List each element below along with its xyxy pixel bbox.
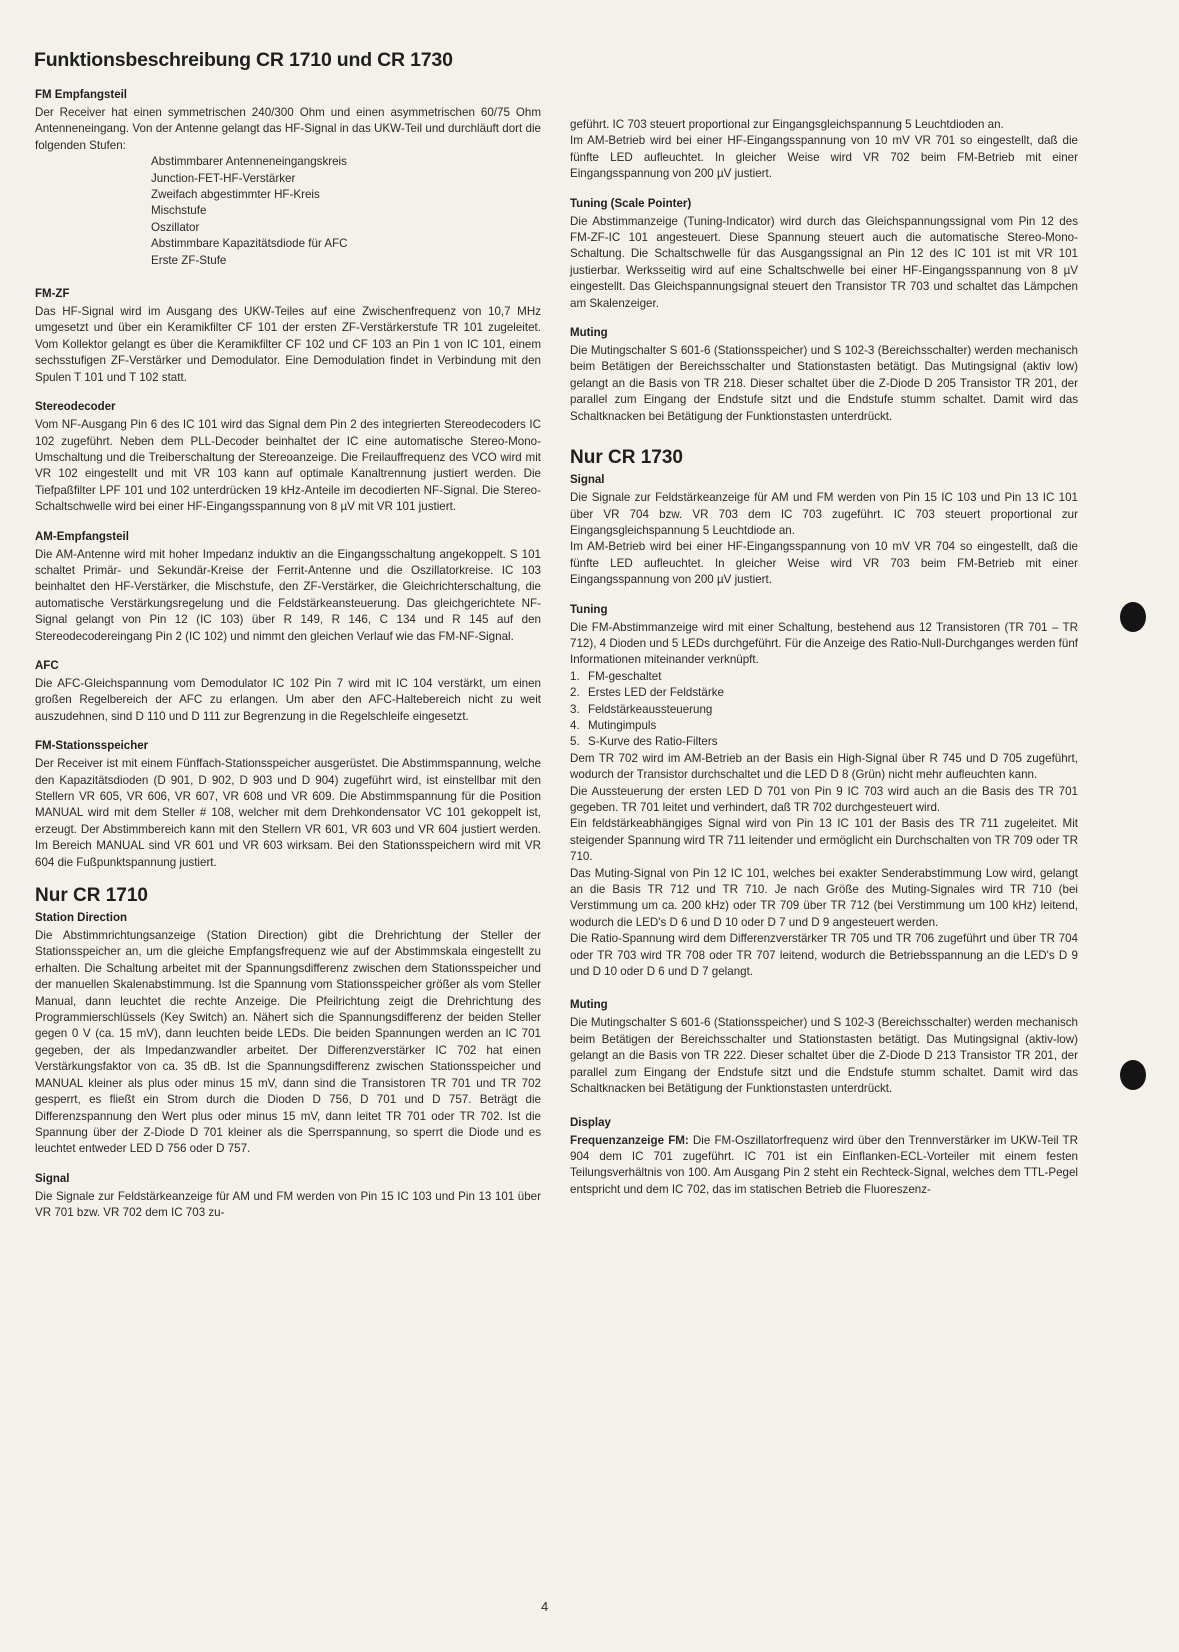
paragraph: Der Receiver ist mit einem Fünffach-Stationsspeicher ausgerüstet. Die Abstimmspannung, welche den Kapazitätsdioden (D 901, D 902, D 903 und D 904) zugeführt wird, ist einstellbar mit den Stellern VR 605, VR 606, VR 607, VR 608 und VR 609. Die Abstimmspannung für die Position MANUAL wird mit dem Steller # 108, welcher mit dem Drehkondensator VC 101 gekoppelt ist, erzeugt. Der Abstimmbereich kann mit den Stellern VR 601, VR 603 und VR 604 justiert werden. Im Bereich MANUAL sind VR 601 und VR 603 wirksam. Bei den Stationsspeichern wird mit VR 604 die Fußpunktspannung justiert.: [35, 757, 541, 869]
paragraph: Frequenzanzeige FM: Die FM-Oszillatorfrequenz wird über den Trennverstärker im UKW-Teil TR 904 dem IC 701 zugeführt. IC 701 ist ein Einflanken-ECL-Vorteiler mit einem festen Teilungsverhältnis von 100. Am Ausgang Pin 2 steht ein Rechteck-Signal, welches dem TTL-Pegel entspricht und dem IC 702, das im statischen Betrieb die Fluoreszenz-: [570, 1133, 1078, 1196]
paragraph: Dem TR 702 wird im AM-Betrieb an der Basis ein High-Signal über R 745 und D 705 zugeführt, wodurch der Transistor durchschaltet und die LED D 8 (Grün) nicht mehr aufleuchten kann.: [570, 751, 1078, 782]
section-heading-fm-stationsspeicher: FM-Stationsspeicher: [35, 740, 149, 753]
section-heading-fm-empfangsteil: FM Empfangsteil: [35, 89, 128, 101]
paragraph: Die Abstimmrichtungsanzeige (Station Direction) gibt die Drehrichtung der Steller der Stationsspeicher an, um die gleiche Empfangsfrequenz wie auf der Abstimmskala eingestellt zu erhalten. Die Schaltung arbeitet mit der Spannungsdifferenz zwischen dem Stationsspeicher und der manuellen Skalenabstimmung. Ist die Spannung vom Stationsspeicher größer als vom Steller Manual, dann leuchtet die rechte Anzeige. Die Pfeilrichtung zeigt die Drehrichtung des Programmierschlüssels (Key Switch) an. Nähert sich die Spannungsdifferenz der beiden Steller gegen 0 V (ca. 15 mV), dann leuchten beide LEDs. Die beiden Spannungen werden an IC 701 gegeben, der als Impedanzwandler arbeitet. Der Differenzverstärker IC 702 hat einen Verstärkungsfaktor von ca. 35 dB. Ist die Spannungsdifferenz zwischen Stationsspeicher und MANUAL kleiner als plus oder minus 15 mV, dann sind die Transistoren TR 701 und TR 702 gesperrt, es fließt ein Strom durch die Dioden D 756, D 701 und D 757. Beträgt die Differenzspannung den Wert plus oder minus 15 mV, dann leitet TR 701 oder TR 702. Ist die Spannung über der Z-Diode D 701 kleiner als die Sperrspannung, so sperrt die Diode und es leuchtet entweder LED D 756 oder D 757.: [35, 929, 541, 1156]
inline-heading: Frequenzanzeige FM:: [570, 1133, 689, 1147]
list-item: Oszillator: [151, 220, 200, 234]
list-item: 2. Erstes LED der Feldstärke: [570, 686, 724, 700]
major-heading-nur-cr1710: Nur CR 1710: [35, 885, 148, 907]
section-heading-afc: AFC: [35, 659, 59, 672]
section-heading-signal: Signal: [570, 474, 605, 487]
list-item: Abstimmbare Kapazitätsdiode für AFC: [151, 237, 348, 251]
right-column: [570, 117, 1078, 1198]
page-title: Funktionsbeschreibung CR 1710 und CR 1730: [34, 49, 453, 71]
paragraph: Die Mutingschalter S 601-6 (Stationsspeicher) und S 102-3 (Bereichsschalter) werden mechanisch beim Betätigen der Bereichsschalter und Stationstasten betätigt. Das Mutingsignal (aktiv-low) gelangt an die Basis von TR 222. Dieser schaltet über die Z-Diode D 213 Transistor TR 201, der parallel zum Eingang der Endstufe sitzt und die Endstufe stumm schaltet. Damit wird das Schaltknacken bei Betätigung der Funktionstasten unterdrückt.: [570, 1016, 1078, 1096]
left-column: [35, 88, 541, 1222]
list-item: Mischstufe: [151, 204, 207, 218]
paragraph: Die Ratio-Spannung wird dem Differenzverstärker TR 705 und TR 706 zugeführt und über TR 704 oder TR 703 wird TR 708 oder TR 707 leitend, wodurch die Betriebsspannung an die LED's D 9 und D 10 oder D 6 und D 7 gelangt.: [570, 932, 1078, 979]
paragraph: Im AM-Betrieb wird bei einer HF-Eingangsspannung von 10 mV VR 701 so eingestellt, daß die fünfte LED aufleuchtet. In gleicher Weise wird VR 702 beim FM-Betrieb mit einer Eingangsspannung von 200 µV justiert.: [570, 134, 1078, 181]
stage-list: [35, 154, 541, 269]
list-item: Abstimmbarer Antenneneingangskreis: [151, 155, 347, 169]
numbered-list: [570, 669, 1078, 751]
paragraph: Der Receiver hat einen symmetrischen 240/300 Ohm und einen asymmetrischen 60/75 Ohm Antenneneingang. Von der Antenne gelangt das HF-Signal in das UKW-Teil und durchläuft dort die folgenden Stufen:: [35, 106, 541, 152]
list-item: 3. Feldstärkeaussteuerung: [570, 702, 713, 716]
section-heading-tuning: Tuning: [570, 603, 608, 616]
section-heading-muting: Muting: [570, 327, 608, 340]
list-item: 5. S-Kurve des Ratio-Filters: [570, 735, 718, 749]
section-heading-tuning-scale-pointer: Tuning (Scale Pointer): [570, 197, 692, 210]
section-heading-station-direction: Station Direction: [35, 912, 128, 925]
paragraph: Die AM-Antenne wird mit hoher Impedanz induktiv an die Eingangsschaltung angekoppelt. S 101 schaltet Primär- und Sekundär-Kreise der Ferrit-Antenne und die Oszillatorkreise. IC 103 beinhaltet den HF-Verstärker, die Mischstufe, den ZF-Verstärker, die Gleichrichterschaltung, die automatische Verstärkungsregelung und die Feldstärkeansteuerung. Das gleichgerichtete NF-Signal gelangt von Pin 12 (IC 103) über R 149, R 146, C 134 und R 145 auf den Stereodecodereingang Pin 2 (IC 102) und nimmt den gleichen Verlauf wie das FM-NF-Signal.: [35, 547, 541, 643]
list-item: Erste ZF-Stufe: [151, 253, 227, 267]
section-heading-signal: Signal: [35, 1172, 70, 1185]
paragraph: Das Muting-Signal von Pin 12 IC 101, welches bei exakter Senderabstimmung Low wird, gelangt an die Basis TR 712 und TR 710. Je nach Größe des Muting-Signales wird TR 710 (bei Verstimmung um ca. 200 kHz) oder TR 709 über TR 712 (bei Verstimmung um 100 kHz) leitend, wodurch die LED's D 6 und D 10 oder D 7 und D 9 angesteuert werden.: [570, 866, 1078, 929]
section-heading-am-empfangsteil: AM-Empfangsteil: [35, 530, 129, 543]
section-heading-muting: Muting: [570, 999, 608, 1012]
major-heading-nur-cr1730: Nur CR 1730: [570, 447, 683, 469]
list-item: Junction-FET-HF-Verstärker: [151, 171, 296, 185]
paragraph: Vom NF-Ausgang Pin 6 des IC 101 wird das Signal dem Pin 2 des integrierten Stereodecoders IC 102 zugeführt. Neben dem PLL-Decoder beinhaltet der IC eine automatische Stereo-Mono-Umschaltung und die Treiberschaltung der Stereoanzeige. Die Freilauffrequenz des VCO wird mit VR 102 eingestellt und mit VR 103 kann auf optimale Kanaltrennung justiert werden. Die Tiefpaßfilter LPF 101 und 102 unterdrücken 19 kHz-Anteile im decodierten NF-Signal. Die Stereo-Schaltschwelle wird bei einer HF-Eingangsspannung von 8 µV mit VR 101 justiert.: [35, 418, 541, 514]
binder-hole: [1120, 1060, 1146, 1090]
binder-hole: [1120, 602, 1146, 632]
section-heading-display: Display: [570, 1116, 611, 1129]
list-item: 4. Mutingimpuls: [570, 718, 657, 732]
paragraph: Die AFC-Gleichspannung vom Demodulator IC 102 Pin 7 wird mit IC 104 verstärkt, um einen großen Regelbereich der AFC zu erlangen. Um aber den AFC-Haltebereich nicht zu weit auszudehnen, sind D 110 und D 111 zur Begrenzung in die Regelschleife eingesetzt.: [35, 676, 541, 723]
section-heading-fm-zf: FM-ZF: [35, 288, 70, 301]
list-item: Zweifach abgestimmter HF-Kreis: [151, 188, 320, 202]
paragraph: Ein feldstärkeabhängiges Signal wird von Pin 13 IC 101 der Basis des TR 711 zugeleitet. Mit steigender Spannung wird TR 711 leitender und ermöglicht ein Durchschalten von TR 709 oder TR 710.: [570, 817, 1078, 864]
paragraph: Die FM-Abstimmanzeige wird mit einer Schaltung, bestehend aus 12 Transistoren (TR 701 – TR 712), 4 Dioden und 5 LEDs durchgeführt. Für die Anzeige des Ratio-Null-Durchganges werden fünf Informationen miteinander verknüpft.: [570, 620, 1078, 667]
section-heading-stereodecoder: Stereodecoder: [35, 401, 116, 414]
paragraph: Die Aussteuerung der ersten LED D 701 von Pin 9 IC 703 wird auch an die Basis des TR 701 gegeben. TR 701 leitet und verhindert, daß TR 702 durchgesteuert wird.: [570, 784, 1078, 814]
paragraph: Die Mutingschalter S 601-6 (Stationsspeicher) und S 102-3 (Bereichsschalter) werden mechanisch beim Betätigen der Bereichsschalter und Stationstasten betätigt. Das Mutingsignal (aktiv low) gelangt an die Basis von TR 218. Dieser schaltet über die Z-Diode D 205 Transistor TR 201, der parallel zum Eingang der Endstufe sitzt und die Endstufe stumm schaltet. Damit wird das Schaltknacken bei Betätigung der Funktionstasten unterdrückt.: [570, 344, 1078, 423]
paragraph: Die Abstimmanzeige (Tuning-Indicator) wird durch das Gleichspannungssignal vom Pin 12 des FM-ZF-IC 101 angesteuert. Diese Spannung steuert auch die automatische Stereo-Mono-Schaltung. Die Schaltschwelle für das Ausgangssignal an Pin 12 des IC 101 ist mit VR 101 justierbar. Werksseitig wird auf eine Schaltschwelle bei einer HF-Eingangsspannung von 8 µV eingestellt. Das Gleichspannungsignal steuert den Transistor TR 703 und schaltet das Lämpchen am Skalenzeiger.: [570, 214, 1078, 310]
paragraph: Im AM-Betrieb wird bei einer HF-Eingangsspannung von 10 mV VR 704 so eingestellt, daß die fünfte LED aufleuchtet. In gleicher Weise wird VR 703 beim FM-Betrieb mit einer Eingangsspannung von 200 µV justiert.: [570, 540, 1078, 587]
page-number: 4: [541, 1599, 549, 1614]
paragraph: geführt. IC 703 steuert proportional zur Eingangsgleichspannung 5 Leuchtdioden an.: [570, 118, 1004, 131]
paragraph: Die Signale zur Feldstärkeanzeige für AM und FM werden von Pin 15 IC 103 und Pin 13 101 über VR 701 bzw. VR 702 dem IC 703 zu-: [35, 1189, 541, 1220]
list-item: 1. FM-geschaltet: [570, 669, 662, 683]
paragraph: Das HF-Signal wird im Ausgang des UKW-Teiles auf eine Zwischenfrequenz von 10,7 MHz umgesetzt und über ein Keramikfilter CF 101 der ersten ZF-Verstärkerstufe TR 101 zugeleitet. Vom Kollektor gelangt es über die Keramikfilter CF 102 und CF 103 an Pin 1 von IC 101, einem sechsstufigen ZF-Verstärker und Demodulator. Eine Demodulation findet in Verbindung mit den Spulen T 101 und T 102 statt.: [35, 305, 541, 384]
paragraph: Die Signale zur Feldstärkeanzeige für AM und FM werden von Pin 15 IC 103 und Pin 13 IC 101 über VR 704 bzw. VR 703 dem IC 703 zugeführt. IC 703 steuert proportional zur Eingangsgleichspannung 5 Leuchtdiode an.: [570, 491, 1078, 537]
